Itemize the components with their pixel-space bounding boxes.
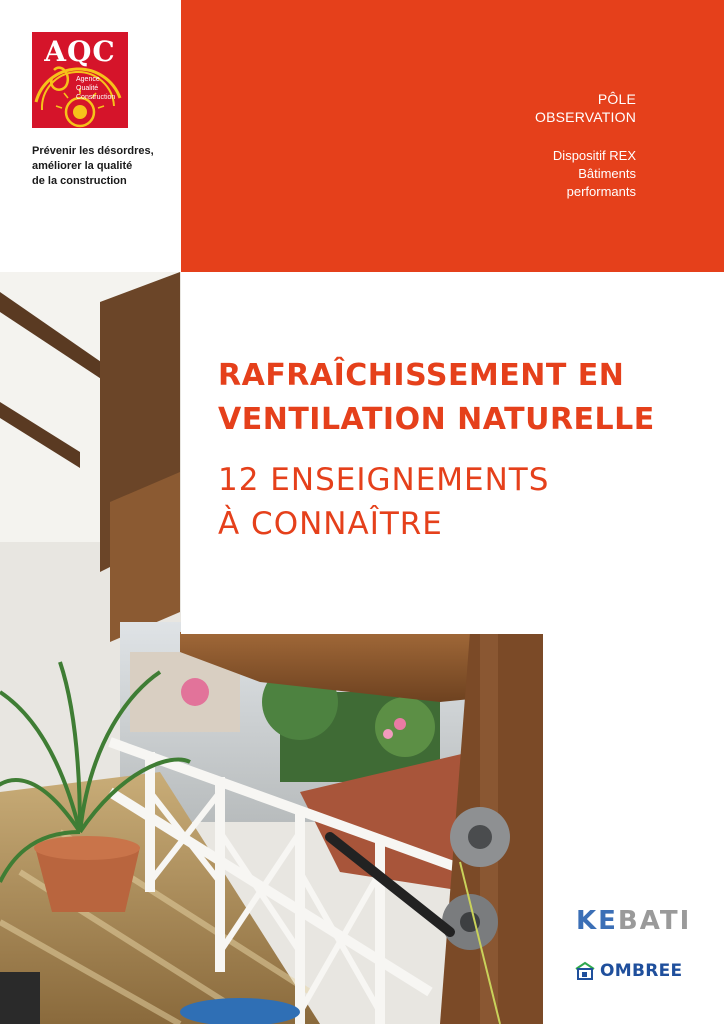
pole-line-2: OBSERVATION	[535, 109, 636, 125]
subtitle	[218, 458, 549, 546]
ombree-label: OMBREE	[600, 961, 683, 981]
aqc-name-line-1: Agence	[76, 76, 100, 83]
kebati-logo	[576, 906, 691, 936]
kebati-logo-bati: BATI	[617, 906, 692, 936]
title-panel	[181, 272, 724, 634]
subtitle-line-1: 12 ENSEIGNEMENTS	[218, 462, 550, 498]
header-banner	[181, 0, 724, 272]
dispositif-label	[553, 147, 636, 201]
pole-line-1: PÔLE	[597, 91, 636, 107]
dispositif-line-1: Dispositif REX	[552, 148, 636, 163]
aqc-logo	[32, 32, 128, 128]
pole-label	[535, 90, 636, 126]
subtitle-line-2: À CONNAÎTRE	[218, 506, 443, 542]
ombree-icon	[574, 961, 596, 981]
dispositif-line-3: performants	[566, 184, 636, 199]
tagline-line-1: Prévenir les désordres,	[32, 145, 154, 157]
dispositif-line-2: Bâtiments	[578, 166, 636, 181]
kebati-logo-ke: KE	[576, 906, 618, 936]
aqc-acronym: AQC	[44, 35, 116, 68]
main-title-line-2: VENTILATION NATURELLE	[218, 402, 655, 437]
tagline	[32, 144, 172, 189]
main-title-line-1: RAFRAÎCHISSEMENT EN	[218, 358, 625, 393]
main-title	[218, 354, 655, 442]
aqc-name-line-3: Construction	[76, 94, 116, 101]
tagline-line-2: améliorer la qualité	[32, 160, 133, 172]
aqc-name-line-2: Qualité	[76, 85, 99, 92]
ombree-logo	[574, 960, 682, 982]
tagline-line-3: de la construction	[32, 175, 127, 187]
